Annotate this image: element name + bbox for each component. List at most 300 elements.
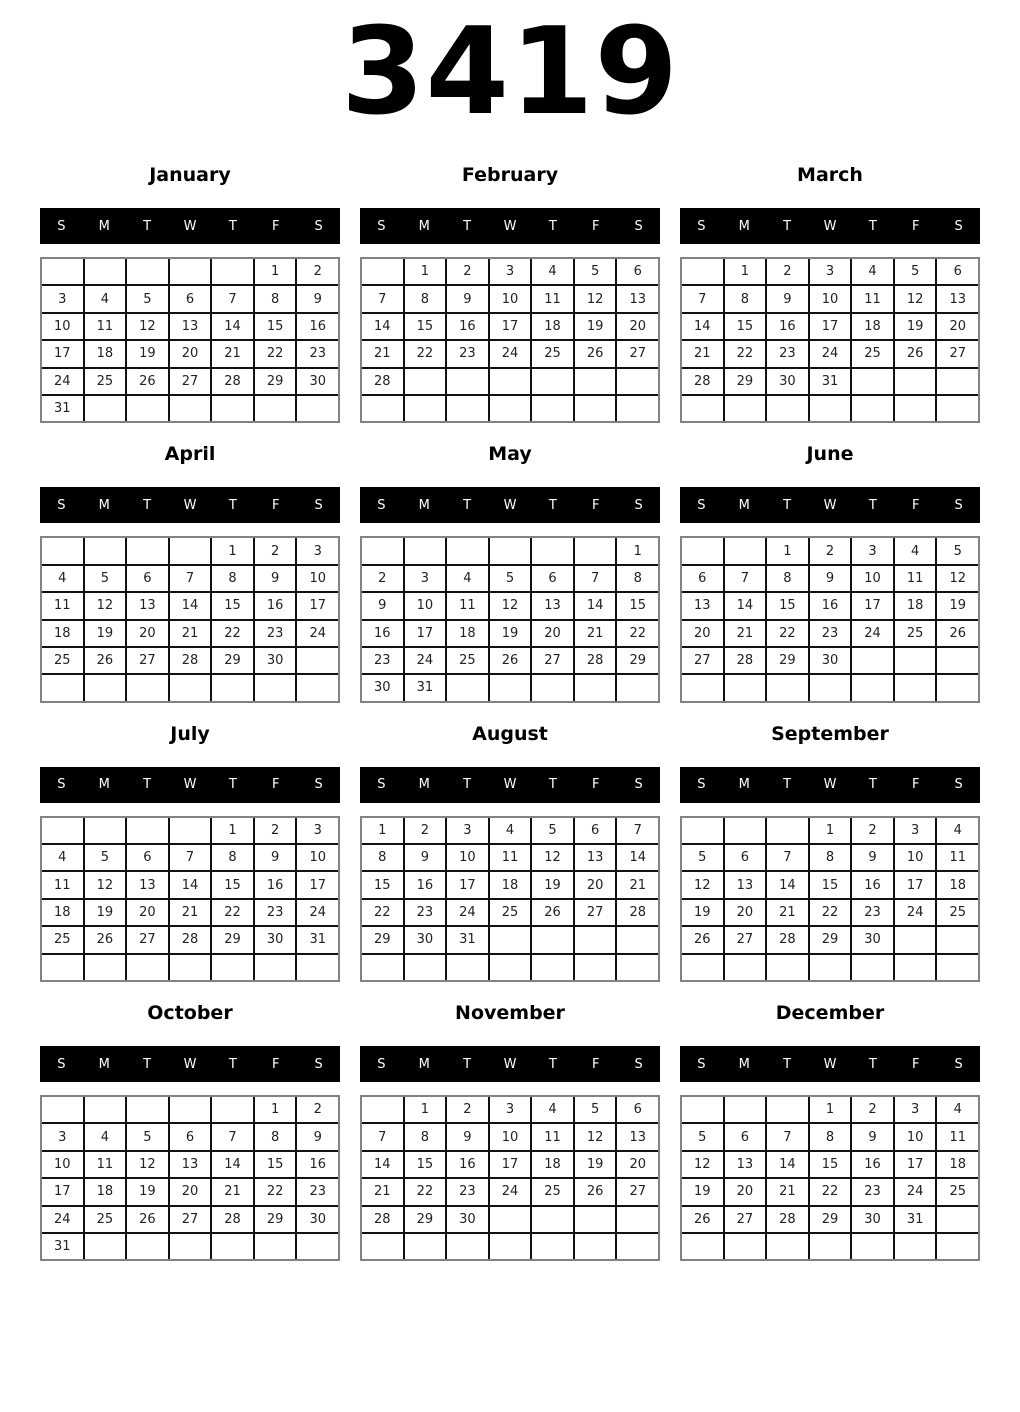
- weekday-label: T: [143, 218, 152, 234]
- day-cell: 29: [617, 648, 658, 673]
- weekday-label: W: [183, 777, 197, 793]
- day-cell: 2: [362, 566, 403, 591]
- day-cell: [362, 538, 403, 563]
- day-cell: [937, 648, 978, 673]
- day-cell: 28: [212, 1207, 253, 1232]
- day-cell: [212, 1097, 253, 1122]
- day-cell: 4: [532, 259, 573, 284]
- day-cell: [490, 1234, 531, 1259]
- weekday-label: T: [783, 218, 792, 234]
- day-cell: [767, 1097, 808, 1122]
- day-cell: 2: [852, 818, 893, 843]
- day-cell: [767, 955, 808, 980]
- day-cell: 8: [405, 286, 446, 311]
- day-cell: [85, 1234, 126, 1259]
- day-cell: 27: [725, 1207, 766, 1232]
- day-cell: 13: [725, 872, 766, 897]
- day-cell: 21: [212, 341, 253, 366]
- day-cell: [85, 1097, 126, 1122]
- day-cell: [810, 396, 851, 421]
- day-cell: 15: [810, 872, 851, 897]
- month-block: [40, 164, 340, 423]
- day-cell: 23: [255, 900, 296, 925]
- day-cell: 9: [447, 1124, 488, 1149]
- day-cell: [937, 675, 978, 700]
- day-cell: 21: [767, 1179, 808, 1204]
- day-cell: [725, 955, 766, 980]
- day-cell: 9: [255, 845, 296, 870]
- day-cell: 4: [85, 286, 126, 311]
- weekday-header-row: [680, 208, 980, 244]
- day-cell: [937, 396, 978, 421]
- day-cell: 26: [532, 900, 573, 925]
- day-cell: 1: [362, 818, 403, 843]
- day-cell: 12: [532, 845, 573, 870]
- day-cell: [297, 1234, 338, 1259]
- day-cell: 27: [725, 927, 766, 952]
- day-cell: 17: [490, 314, 531, 339]
- month-block: [360, 723, 660, 982]
- day-cell: [532, 1234, 573, 1259]
- day-cell: 10: [852, 566, 893, 591]
- day-cell: 14: [767, 872, 808, 897]
- day-cell: 25: [852, 341, 893, 366]
- day-cell: 7: [170, 845, 211, 870]
- weekday-label: S: [697, 218, 706, 234]
- day-cell: 27: [532, 648, 573, 673]
- weekday-label: F: [271, 218, 280, 234]
- weekday-label: S: [954, 1056, 963, 1072]
- day-cell: 22: [810, 1179, 851, 1204]
- day-cell: 11: [85, 314, 126, 339]
- day-cell: 24: [405, 648, 446, 673]
- day-cell: 7: [767, 845, 808, 870]
- day-cell: 16: [255, 872, 296, 897]
- weekday-label: W: [503, 1056, 517, 1072]
- day-cell: 8: [767, 566, 808, 591]
- day-cell: [170, 675, 211, 700]
- day-cell: 30: [255, 648, 296, 673]
- weekday-label: M: [98, 497, 110, 513]
- day-cell: [852, 1234, 893, 1259]
- day-cell: 7: [575, 566, 616, 591]
- month-title: December: [775, 1002, 885, 1025]
- day-cell: 6: [532, 566, 573, 591]
- weekday-label: S: [954, 777, 963, 793]
- day-cell: 28: [575, 648, 616, 673]
- day-cell: [447, 1234, 488, 1259]
- day-cell: 26: [682, 927, 723, 952]
- day-cell: [490, 396, 531, 421]
- day-cell: [575, 955, 616, 980]
- weekday-label: M: [98, 777, 110, 793]
- day-cell: [682, 538, 723, 563]
- day-cell: 1: [810, 818, 851, 843]
- day-cell: 13: [682, 593, 723, 618]
- day-cell: 26: [127, 369, 168, 394]
- day-cell: 12: [895, 286, 936, 311]
- day-cell: [42, 955, 83, 980]
- day-cell: [895, 675, 936, 700]
- day-cell: [682, 1234, 723, 1259]
- day-cell: 31: [42, 1234, 83, 1259]
- day-cell: 10: [895, 845, 936, 870]
- day-cell: 4: [852, 259, 893, 284]
- day-cell: [362, 1097, 403, 1122]
- weekday-label: M: [418, 497, 430, 513]
- day-cell: [85, 818, 126, 843]
- day-cell: 15: [405, 314, 446, 339]
- day-cell: [725, 1234, 766, 1259]
- day-cell: 11: [895, 566, 936, 591]
- day-cell: [405, 369, 446, 394]
- weekday-label: S: [314, 497, 323, 513]
- day-cell: 10: [490, 1124, 531, 1149]
- day-cell: 22: [405, 341, 446, 366]
- day-cell: 26: [127, 1207, 168, 1232]
- day-cell: 18: [85, 341, 126, 366]
- weekday-label: W: [503, 777, 517, 793]
- day-cell: [532, 538, 573, 563]
- weekday-label: T: [548, 777, 557, 793]
- day-cell: 2: [447, 1097, 488, 1122]
- day-cell: 5: [937, 538, 978, 563]
- day-cell: 16: [297, 314, 338, 339]
- weekday-label: W: [823, 777, 837, 793]
- day-cell: 11: [532, 286, 573, 311]
- day-cell: 21: [170, 900, 211, 925]
- weekday-label: F: [911, 1056, 920, 1072]
- weekday-label: T: [868, 777, 877, 793]
- day-cell: [810, 955, 851, 980]
- day-cell: 6: [682, 566, 723, 591]
- day-cell: 5: [85, 845, 126, 870]
- day-cell: 15: [725, 314, 766, 339]
- weekday-label: S: [377, 777, 386, 793]
- month-days-grid: [40, 1095, 340, 1261]
- weekday-label: F: [591, 497, 600, 513]
- day-cell: [617, 955, 658, 980]
- weekday-label: M: [418, 1056, 430, 1072]
- day-cell: 23: [767, 341, 808, 366]
- day-cell: 16: [255, 593, 296, 618]
- weekday-label: M: [738, 218, 750, 234]
- day-cell: 14: [170, 593, 211, 618]
- weekday-header-row: [360, 1046, 660, 1082]
- day-cell: 3: [447, 818, 488, 843]
- day-cell: 3: [297, 818, 338, 843]
- day-cell: 7: [212, 286, 253, 311]
- day-cell: 20: [725, 900, 766, 925]
- day-cell: [447, 538, 488, 563]
- day-cell: 3: [895, 1097, 936, 1122]
- day-cell: 27: [682, 648, 723, 673]
- day-cell: 12: [85, 872, 126, 897]
- day-cell: 14: [362, 314, 403, 339]
- day-cell: 18: [532, 1152, 573, 1177]
- day-cell: 6: [725, 845, 766, 870]
- day-cell: 23: [447, 1179, 488, 1204]
- day-cell: 26: [490, 648, 531, 673]
- day-cell: [532, 955, 573, 980]
- weekday-label: W: [183, 497, 197, 513]
- day-cell: 15: [212, 593, 253, 618]
- weekday-label: F: [911, 497, 920, 513]
- day-cell: [127, 538, 168, 563]
- month-block: [680, 443, 980, 702]
- day-cell: 25: [937, 1179, 978, 1204]
- day-cell: 30: [297, 369, 338, 394]
- day-cell: 20: [170, 341, 211, 366]
- day-cell: 24: [447, 900, 488, 925]
- month-block: [680, 1002, 980, 1261]
- day-cell: 29: [255, 1207, 296, 1232]
- weekday-label: T: [783, 1056, 792, 1072]
- month-days-grid: [680, 1095, 980, 1261]
- weekday-label: S: [697, 497, 706, 513]
- day-cell: 18: [490, 872, 531, 897]
- day-cell: 27: [617, 341, 658, 366]
- day-cell: 21: [682, 341, 723, 366]
- day-cell: [852, 396, 893, 421]
- month-title: April: [164, 443, 216, 466]
- day-cell: 10: [297, 845, 338, 870]
- weekday-label: S: [634, 1056, 643, 1072]
- day-cell: 24: [895, 1179, 936, 1204]
- day-cell: [255, 396, 296, 421]
- day-cell: 1: [212, 538, 253, 563]
- day-cell: [532, 927, 573, 952]
- day-cell: 25: [447, 648, 488, 673]
- month-title: June: [806, 443, 854, 466]
- day-cell: 23: [405, 900, 446, 925]
- weekday-label: W: [823, 497, 837, 513]
- weekday-header-row: [680, 767, 980, 803]
- day-cell: [127, 955, 168, 980]
- month-title: January: [149, 164, 231, 186]
- day-cell: [127, 396, 168, 421]
- weekday-header-row: [360, 208, 660, 244]
- day-cell: 22: [405, 1179, 446, 1204]
- month-block: [360, 164, 660, 423]
- day-cell: [532, 675, 573, 700]
- day-cell: 18: [532, 314, 573, 339]
- day-cell: 2: [255, 538, 296, 563]
- day-cell: [362, 259, 403, 284]
- day-cell: 22: [617, 621, 658, 646]
- day-cell: 25: [895, 621, 936, 646]
- day-cell: 30: [447, 1207, 488, 1232]
- day-cell: 15: [617, 593, 658, 618]
- day-cell: 8: [362, 845, 403, 870]
- day-cell: [617, 396, 658, 421]
- day-cell: 10: [42, 1152, 83, 1177]
- day-cell: 18: [447, 621, 488, 646]
- day-cell: 29: [725, 369, 766, 394]
- day-cell: 2: [810, 538, 851, 563]
- day-cell: 19: [85, 621, 126, 646]
- day-cell: 23: [852, 900, 893, 925]
- day-cell: [810, 675, 851, 700]
- day-cell: 16: [852, 1152, 893, 1177]
- weekday-header-row: [360, 487, 660, 523]
- day-cell: 8: [212, 845, 253, 870]
- day-cell: [297, 648, 338, 673]
- day-cell: [127, 675, 168, 700]
- day-cell: [42, 259, 83, 284]
- weekday-label: W: [823, 218, 837, 234]
- weekday-label: W: [823, 1056, 837, 1072]
- day-cell: [212, 259, 253, 284]
- day-cell: 23: [362, 648, 403, 673]
- day-cell: 21: [362, 1179, 403, 1204]
- weekday-label: S: [954, 497, 963, 513]
- day-cell: [617, 1234, 658, 1259]
- day-cell: 30: [767, 369, 808, 394]
- day-cell: 20: [617, 314, 658, 339]
- day-cell: 27: [170, 1207, 211, 1232]
- day-cell: 10: [297, 566, 338, 591]
- day-cell: 6: [725, 1124, 766, 1149]
- day-cell: 15: [810, 1152, 851, 1177]
- day-cell: 5: [127, 286, 168, 311]
- weekday-label: F: [911, 777, 920, 793]
- day-cell: 8: [255, 286, 296, 311]
- day-cell: [575, 1207, 616, 1232]
- day-cell: 31: [447, 927, 488, 952]
- month-days-grid: [40, 536, 340, 702]
- day-cell: 3: [42, 1124, 83, 1149]
- weekday-label: S: [377, 497, 386, 513]
- day-cell: 14: [212, 314, 253, 339]
- day-cell: 31: [42, 396, 83, 421]
- day-cell: 24: [895, 900, 936, 925]
- month-block: [680, 164, 980, 423]
- day-cell: 22: [725, 341, 766, 366]
- day-cell: 17: [42, 341, 83, 366]
- day-cell: 6: [575, 818, 616, 843]
- day-cell: 14: [767, 1152, 808, 1177]
- day-cell: 12: [937, 566, 978, 591]
- day-cell: 3: [42, 286, 83, 311]
- day-cell: [852, 369, 893, 394]
- weekday-header-row: [40, 1046, 340, 1082]
- day-cell: [85, 259, 126, 284]
- day-cell: 20: [725, 1179, 766, 1204]
- day-cell: [617, 675, 658, 700]
- day-cell: 22: [255, 341, 296, 366]
- day-cell: 19: [937, 593, 978, 618]
- day-cell: 3: [810, 259, 851, 284]
- day-cell: 1: [405, 1097, 446, 1122]
- day-cell: 24: [297, 900, 338, 925]
- day-cell: 13: [617, 286, 658, 311]
- day-cell: 18: [937, 1152, 978, 1177]
- day-cell: 7: [617, 818, 658, 843]
- day-cell: 31: [810, 369, 851, 394]
- day-cell: 8: [212, 566, 253, 591]
- day-cell: 8: [255, 1124, 296, 1149]
- day-cell: [682, 955, 723, 980]
- day-cell: 16: [852, 872, 893, 897]
- day-cell: 31: [297, 927, 338, 952]
- day-cell: 21: [575, 621, 616, 646]
- day-cell: 20: [682, 621, 723, 646]
- day-cell: [575, 1234, 616, 1259]
- weekday-label: S: [697, 777, 706, 793]
- weekday-label: T: [228, 218, 237, 234]
- day-cell: [42, 538, 83, 563]
- day-cell: 21: [212, 1179, 253, 1204]
- day-cell: 9: [255, 566, 296, 591]
- weekday-label: F: [911, 218, 920, 234]
- day-cell: [810, 1234, 851, 1259]
- day-cell: 16: [447, 1152, 488, 1177]
- day-cell: 4: [490, 818, 531, 843]
- day-cell: 28: [767, 1207, 808, 1232]
- day-cell: 25: [532, 1179, 573, 1204]
- day-cell: [127, 259, 168, 284]
- day-cell: [617, 1207, 658, 1232]
- day-cell: 9: [810, 566, 851, 591]
- day-cell: 13: [127, 593, 168, 618]
- day-cell: 28: [617, 900, 658, 925]
- day-cell: 11: [532, 1124, 573, 1149]
- day-cell: 22: [212, 621, 253, 646]
- day-cell: 17: [297, 593, 338, 618]
- day-cell: 14: [682, 314, 723, 339]
- day-cell: 17: [810, 314, 851, 339]
- day-cell: 29: [405, 1207, 446, 1232]
- weekday-label: T: [463, 218, 472, 234]
- weekday-label: T: [143, 777, 152, 793]
- day-cell: [447, 396, 488, 421]
- day-cell: 12: [85, 593, 126, 618]
- month-block: [40, 723, 340, 982]
- day-cell: 13: [127, 872, 168, 897]
- weekday-label: T: [548, 218, 557, 234]
- weekday-label: S: [57, 218, 66, 234]
- day-cell: 5: [575, 259, 616, 284]
- day-cell: 13: [170, 1152, 211, 1177]
- day-cell: 25: [490, 900, 531, 925]
- day-cell: [725, 538, 766, 563]
- day-cell: 21: [617, 872, 658, 897]
- day-cell: 3: [490, 259, 531, 284]
- weekday-header-row: [360, 767, 660, 803]
- weekday-label: S: [57, 497, 66, 513]
- day-cell: [85, 538, 126, 563]
- day-cell: 24: [810, 341, 851, 366]
- day-cell: [255, 1234, 296, 1259]
- day-cell: 27: [127, 648, 168, 673]
- month-title: May: [488, 443, 532, 466]
- day-cell: 23: [852, 1179, 893, 1204]
- day-cell: 7: [362, 1124, 403, 1149]
- weekday-label: F: [271, 777, 280, 793]
- weekday-label: F: [271, 1056, 280, 1072]
- day-cell: 18: [42, 621, 83, 646]
- day-cell: 17: [895, 872, 936, 897]
- day-cell: 16: [362, 621, 403, 646]
- day-cell: [212, 675, 253, 700]
- weekday-label: F: [591, 218, 600, 234]
- day-cell: 28: [170, 927, 211, 952]
- day-cell: [212, 955, 253, 980]
- day-cell: [255, 675, 296, 700]
- day-cell: 27: [617, 1179, 658, 1204]
- day-cell: 9: [852, 1124, 893, 1149]
